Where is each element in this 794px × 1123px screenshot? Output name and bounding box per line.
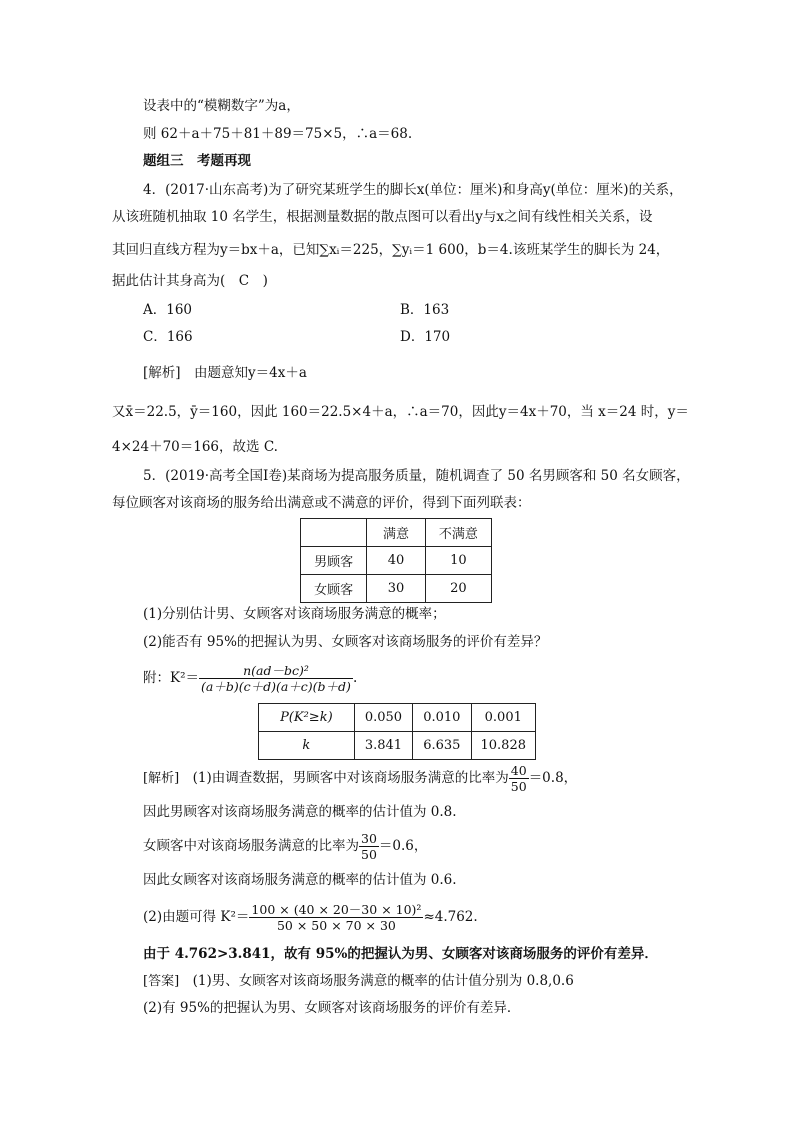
solution-line: 又x̄＝22.5，ȳ＝160，因此 160＝22.5×4＋a，∴a＝70，因此y＝4x＋70，当 x＝24 时，y＝ [112, 404, 689, 420]
fraction-denominator: 50 [510, 779, 527, 794]
ratio-fraction [359, 831, 379, 862]
table-header-cell: 不满意 [425, 519, 491, 547]
ratio-fraction [509, 763, 529, 794]
question-5-part: (2)能否有 95%的把握认为男、女顾客对该商场服务的评价有差异？ [143, 634, 548, 650]
fraction-numerator: 30 [361, 831, 377, 846]
solution-text: (1)由调查数据，男顾客中对该商场服务满意的比率为 [179, 770, 509, 786]
table-cell: 0.001 [471, 704, 535, 732]
solution-text: ＝0.6， [378, 838, 428, 854]
table-header-cell: 满意 [367, 519, 425, 547]
table-cell: 40 [367, 547, 425, 575]
table-cell: k [259, 732, 355, 760]
table-cell: P(K²≥k) [259, 704, 355, 732]
table-header-cell [301, 519, 367, 547]
table-cell: 女顾客 [301, 575, 367, 603]
text-line: 则 62＋a＋75＋81＋89＝75×5，∴a＝68. [143, 126, 413, 142]
formula-fraction [199, 663, 353, 694]
solution-text: ≈4.762. [423, 909, 478, 925]
option-a: A．160 [143, 302, 193, 318]
section-heading: 题组三 考题再现 [143, 153, 251, 169]
contingency-table [300, 518, 492, 603]
question-4-line: 其回归直线方程为y＝bx＋a，已知∑xᵢ＝225，∑yᵢ＝1 600，b＝4.该班某学生的脚长为 24， [112, 242, 670, 258]
text-line: 设表中的“模糊数字”为a， [143, 98, 300, 114]
solution-tag: [解析] [143, 771, 180, 786]
solution-conclusion: 由于 4.762>3.841，故有 95%的把握认为男、女顾客对该商场服务的评价有差异． [143, 946, 658, 962]
formula-suffix: . [352, 670, 358, 686]
question-4-line: 据此估计其身高为( C ) [112, 273, 268, 289]
answer-tag: [答案] [143, 974, 180, 989]
question-4-line: 从该班随机抽取 10 名学生，根据测量数据的散点图可以看出y与x之间有线性相关关系，设 [112, 209, 653, 225]
option-d: D．170 [400, 329, 451, 345]
formula-denominator: (a＋b)(c＋d)(a＋c)(b＋d) [201, 679, 351, 694]
answer-line [143, 972, 574, 991]
question-5-line: 每位顾客对该商场的服务给出满意或不满意的评价，得到下面列联表： [112, 495, 531, 511]
solution-line [143, 760, 577, 796]
question-5-part: (1)分别估计男、女顾客对该商场服务满意的概率； [143, 606, 446, 622]
table-cell: 3.841 [354, 732, 412, 760]
answer-line: (2)有 95%的把握认为男、女顾客对该商场服务的评价有差异． [143, 1000, 521, 1016]
critical-value-table [258, 703, 536, 760]
solution-line: 因此男顾客对该商场服务满意的概率的估计值为 0.8. [143, 804, 457, 820]
solution-line: 因此女顾客对该商场服务满意的概率的估计值为 0.6. [143, 872, 457, 888]
question-5-line: 5．(2019·高考全国Ⅰ卷)某商场为提高服务质量，随机调查了 50 名男顾客和 50 名女顾客， [143, 468, 690, 484]
table-cell: 0.010 [413, 704, 471, 732]
table-cell: 10 [425, 547, 491, 575]
formula-line [143, 660, 357, 696]
option-c: C．166 [143, 329, 193, 345]
answer-text: (1)男、女顾客对该商场服务满意的概率的估计值分别为 0.8,0.6 [179, 973, 574, 989]
solution-text: (2)由题可得 K²＝ [143, 909, 250, 925]
formula-numerator: n(ad－bc)² [199, 663, 353, 679]
chi-square-fraction [249, 902, 423, 933]
solution-line: [解析] 由题意知y＝4x＋a [143, 365, 307, 381]
question-4-line: 4．(2017·山东高考)为了研究某班学生的脚长x(单位：厘米)和身高y(单位：厘米)的关系， [143, 182, 683, 198]
table-cell: 20 [425, 575, 491, 603]
table-cell: 男顾客 [301, 547, 367, 575]
table-cell: 6.635 [413, 732, 471, 760]
fraction-numerator: 100 × (40 × 20－30 × 10)² [251, 902, 422, 917]
solution-line [143, 828, 427, 864]
fraction-denominator: 50 [361, 847, 377, 862]
solution-line: 4×24＋70＝166，故选 C. [112, 439, 278, 455]
formula-prefix: 附：K²＝ [143, 670, 199, 686]
solution-line [143, 897, 478, 937]
table-cell: 0.050 [354, 704, 412, 732]
solution-text: 女顾客中对该商场服务满意的比率为 [143, 838, 359, 854]
option-b: B．163 [400, 302, 450, 318]
table-cell: 10.828 [471, 732, 535, 760]
table-cell: 30 [367, 575, 425, 603]
solution-text: ＝0.8， [528, 770, 578, 786]
fraction-denominator: 50 × 50 × 70 × 30 [276, 918, 396, 933]
fraction-numerator: 40 [510, 763, 527, 778]
